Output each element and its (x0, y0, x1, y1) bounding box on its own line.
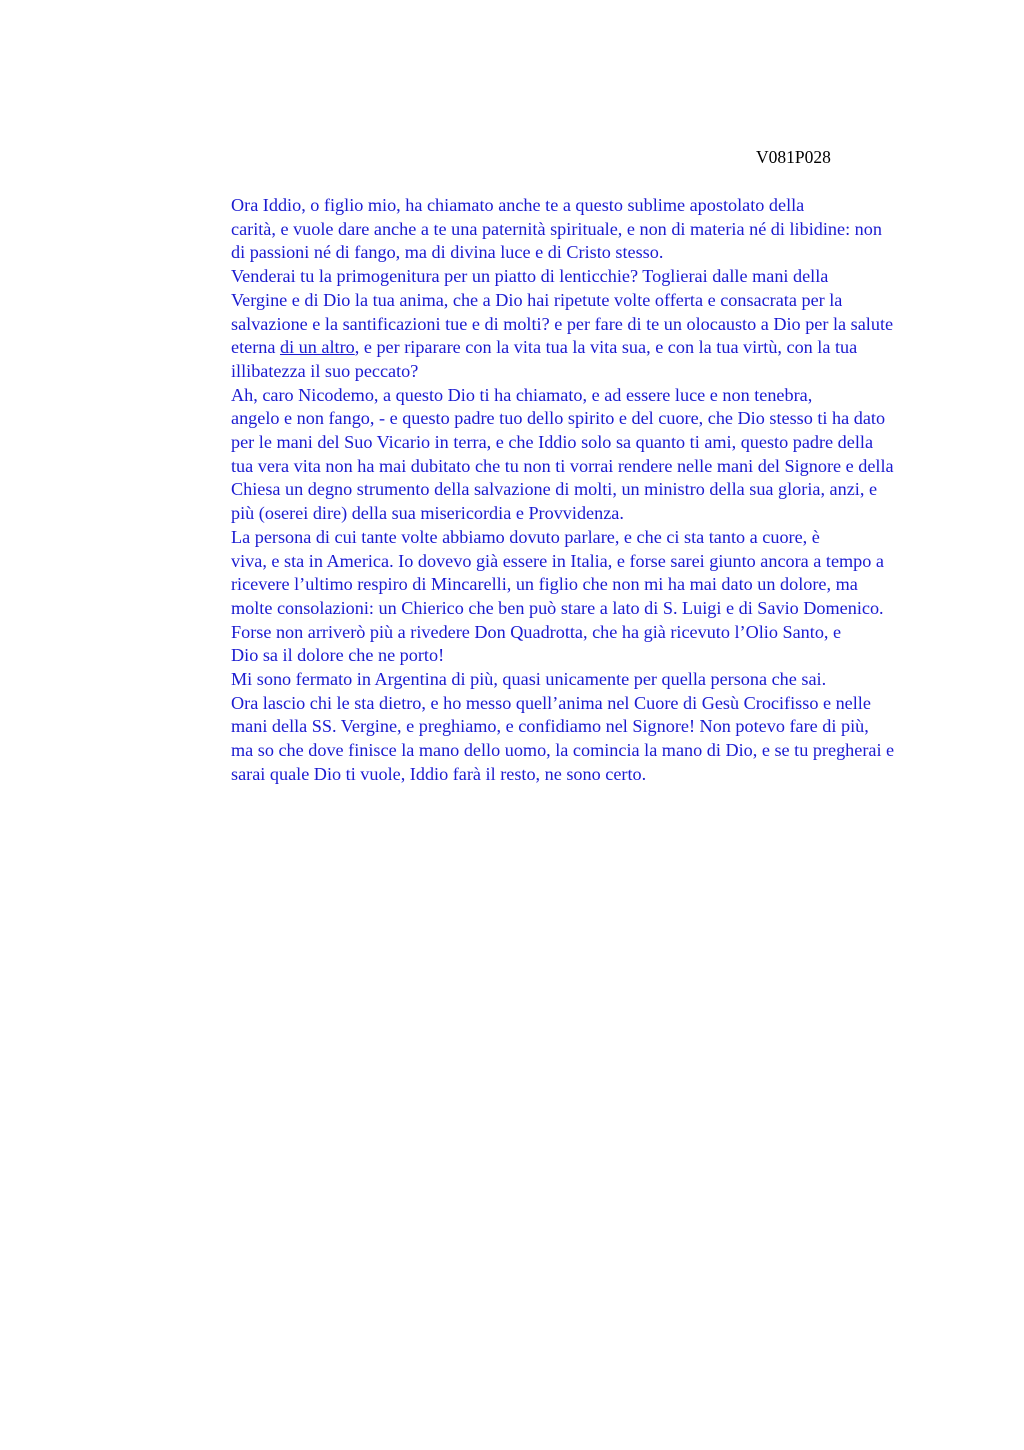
text-line: più (oserei dire) della sua misericordia e Provvidenza. (231, 503, 624, 524)
text-line: Vergine e di Dio la tua anima, che a Dio hai ripetute volte offerta e consacrata per la (231, 289, 843, 310)
text-line: salvazione e la santificazioni tue e di molti? e per fare di te un olocausto a Dio per la salute (231, 313, 894, 334)
text-line: ricevere l’ultimo respiro di Mincarelli, un figlio che non mi ha mai dato un dolore, ma (231, 574, 858, 595)
paragraph-5 (172, 621, 932, 668)
paragraph-4 (172, 526, 932, 621)
text-line: ma so che dove finisce la mano dello uomo, la comincia la mano di Dio, e se tu pregherai e (231, 740, 895, 761)
text-line: tua vera vita non ha mai dubitato che tu non ti vorrai rendere nelle mani del Signore e della (231, 455, 894, 476)
text-line: La persona di cui tante volte abbiamo dovuto parlare, e che ci sta tanto a cuore, è (231, 526, 820, 547)
text-line: Venderai tu la primogenitura per un piatto di lenticchie? Toglierai dalle mani della (231, 266, 829, 287)
line-segment: eterna (231, 337, 280, 358)
text-line: Mi sono fermato in Argentina di più, quasi unicamente per quella persona che sai. (231, 669, 827, 690)
text-line: Ora lascio chi le sta dietro, e ho messo quell’anima nel Cuore di Gesù Crocifisso e nelle (231, 692, 871, 713)
text-line: molte consolazioni: un Chierico che ben può stare a lato di S. Luigi e di Savio Domenico. (231, 597, 884, 618)
text-line: di passioni né di fango, ma di divina luce e di Cristo stesso. (231, 242, 664, 263)
text-line: Chiesa un degno strumento della salvazione di molti, un ministro della sua gloria, anzi, e (231, 479, 878, 500)
text-line: illibatezza il suo peccato? (231, 360, 419, 381)
text-line: carità, e vuole dare anche a te una paternità spirituale, e non di materia né di libidine: non (231, 218, 882, 239)
text-line: Ora Iddio, o figlio mio, ha chiamato anche te a questo sublime apostolato della (231, 195, 805, 215)
paragraph-1 (172, 194, 932, 265)
paragraph-3 (172, 384, 932, 526)
line-segment: , e per riparare con la vita tua la vita sua, e con la tua virtù, con la tua (354, 337, 858, 358)
text-line: viva, e sta in America. Io dovevo già essere in Italia, e forse sarei giunto ancora a tempo a (231, 550, 884, 571)
text-line: mani della SS. Vergine, e preghiamo, e confidiamo nel Signore! Non potevo fare di più, (231, 716, 869, 737)
text-line-with-underline (172, 336, 932, 360)
text-line: Forse non arriverò più a rivedere Don Quadrotta, che ha già ricevuto l’Olio Santo, e (231, 621, 842, 642)
text-line: Dio sa il dolore che ne porto! (231, 645, 445, 666)
text-line: Ah, caro Nicodemo, a questo Dio ti ha chiamato, e ad essere luce e non tenebra, (231, 384, 813, 405)
underlined-phrase: di un altro (279, 337, 355, 358)
text-line: sarai quale Dio ti vuole, Iddio farà il resto, ne sono certo. (231, 763, 647, 784)
text-line: angelo e non fango, - e questo padre tuo dello spirito e del cuore, che Dio stesso ti ha dato (231, 408, 886, 429)
page-id: V081P028 (756, 147, 831, 167)
paragraph-2 (172, 265, 932, 384)
paragraph-6 (172, 668, 932, 787)
letter-body (172, 194, 932, 787)
text-line: per le mani del Suo Vicario in terra, e che Iddio solo sa quanto ti ami, questo padre della (231, 432, 874, 453)
